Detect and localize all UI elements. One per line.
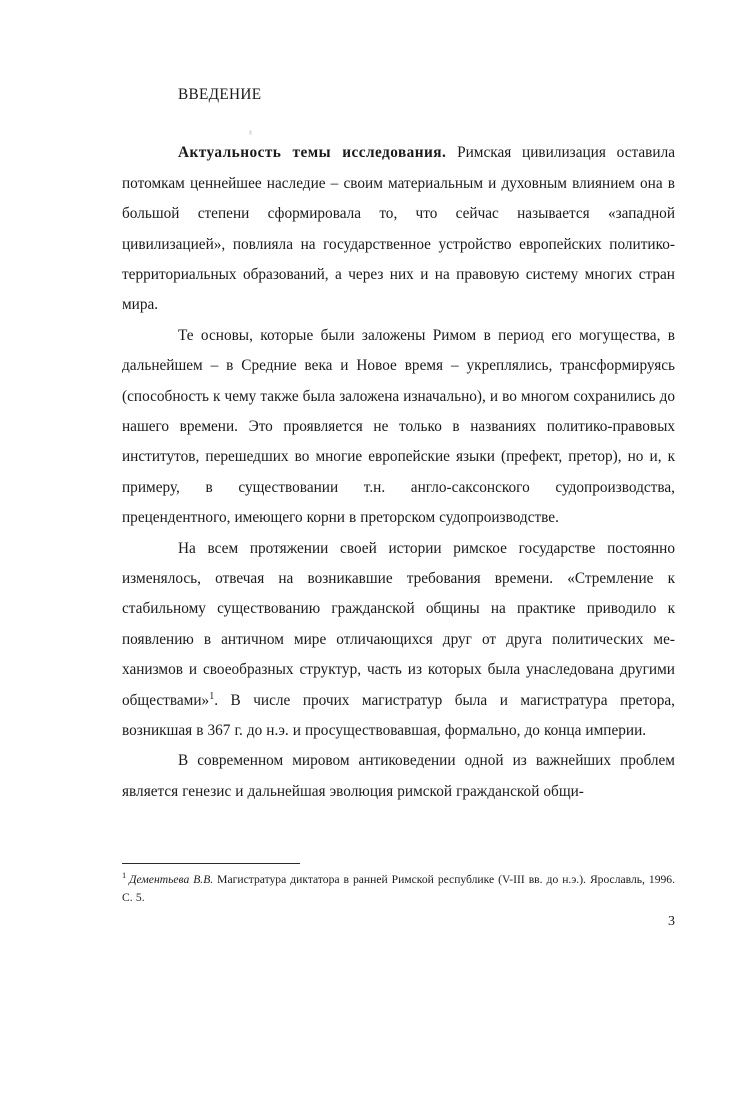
footnote-reference-marker[interactable]: 1 xyxy=(209,690,215,702)
paragraph-3-text-before-footnote: На всем протяжении своей истории римское государстве постоянно изменялось, отвечая на возникавшие требования времени. «Стремление к стабильному существованию гражданской общины на практике приводило к появлению в античном мире отличающихся друг от друга политических механизмов и своеобразных структур, часть из которых была унаследована другими обществами» xyxy=(122,539,675,709)
footnote-separator-rule xyxy=(122,863,300,864)
page-content xyxy=(122,86,675,807)
paragraph-3 xyxy=(122,534,675,747)
paragraph-2: Те основы, которые были заложены Римом в период его могущества, в дальнейшем – в Средние века и Новое время – укреплялись, трансформируясь (способность к чему также была заложена изначально), и во многом сохранились до нашего времени. Это проявляется не только в названиях политико-правовых институтов, перешедших во многие европейские языки (префект, претор), но и, к примеру, в существовании т.н. англо-саксонского судопроизводства, прецендентного, имеющего корни в преторском судопроизводстве. xyxy=(122,326,675,527)
paragraph-1 xyxy=(122,138,675,320)
paragraph-3-text-after-footnote: . В числе прочих магистратур была и магистратура претора, возникшая в 367 г. до н.э. и просуществовавшая, формально, до конца империи. xyxy=(122,691,675,740)
footnote-entry xyxy=(122,871,675,907)
footnote-citation: Магистратура диктатора в ранней Римской республике (V-III вв. до н.э.). Ярославль, 1996. С. 5. xyxy=(122,873,675,905)
page-number: 3 xyxy=(668,914,675,929)
page-title: ВВЕДЕНИЕ xyxy=(178,86,262,103)
footnote-author: Дементьева В.В. xyxy=(129,873,214,886)
paragraph-1-text: Римская цивилизация оставила потомкам ценнейшее наследие – своим материальным и духовным влиянием она в большой степени сформировала то, что сейчас называется «западной цивилизацией», повлияла на государственное устройство европейских политико-территориальных образований, а через них и на правовую систему многих стран мира. xyxy=(122,144,675,314)
paragraph-1-lead: Актуальность темы исследования. xyxy=(178,144,447,162)
footnote-area xyxy=(122,863,675,907)
footnote-number: 1 xyxy=(122,871,127,881)
body-text xyxy=(122,138,675,807)
paragraph-4: В современном мировом антиковедении одной из важнейших проблем является генезис и дальнейшая эволюция римской гражданской общи- xyxy=(122,752,675,800)
